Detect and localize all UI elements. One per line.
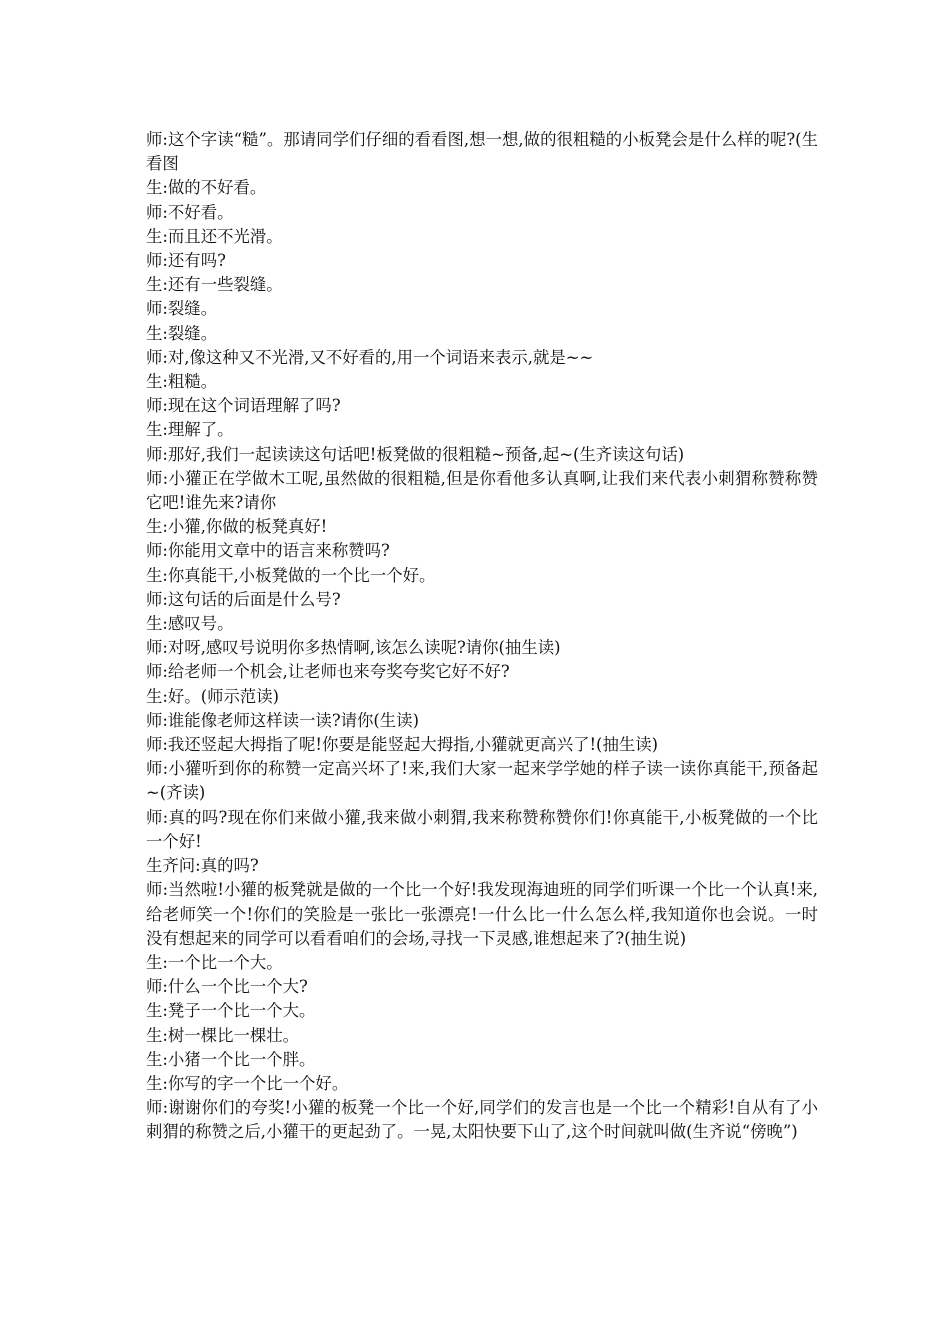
dialogue-line: 师:对,像这种又不光滑,又不好看的,用一个词语来表示,就是~~ xyxy=(146,347,594,367)
dialogue-line: 生:做的不好看。 xyxy=(146,178,267,198)
dialogue-line: 生:小獾,你做的板凳真好! xyxy=(146,517,328,537)
dialogue-line: 生:感叹号。 xyxy=(146,614,234,634)
dialogue-line: 生:好。(师示范读) xyxy=(146,686,280,706)
dialogue-line: 师:现在这个词语理解了吗? xyxy=(146,396,341,416)
dialogue-line: 生:理解了。 xyxy=(146,420,234,440)
dialogue-line: 师:谢谢你们的夸奖!小獾的板凳一个比一个好,同学们的发言也是一个比一个精彩!自从有了小刺猬的称赞之后,小獾干的更起劲了。一晃,太阳快要下山了,这个时间就叫做(生齐说“傍晚”) xyxy=(146,1098,818,1142)
dialogue-line: 师:给老师一个机会,让老师也来夸奖夸奖它好不好? xyxy=(146,662,510,682)
dialogue-line: 生:粗糙。 xyxy=(146,372,218,392)
dialogue-line: 师:小獾听到你的称赞一定高兴坏了!来,我们大家一起来学学她的样子读一读你真能干,预备起~(齐读) xyxy=(146,759,818,803)
dialogue-line: 师:这个字读“糙”。那请同学们仔细的看看图,想一想,做的很粗糙的小板凳会是什么样的呢?(生看图 xyxy=(146,130,818,174)
dialogue-line: 生:你写的字一个比一个好。 xyxy=(146,1073,349,1093)
dialogue-line: 师:对呀,感叹号说明你多热情啊,该怎么读呢?请你(抽生读) xyxy=(146,638,561,658)
dialogue-line: 生:小猪一个比一个胖。 xyxy=(146,1049,316,1069)
dialogue-line: 师:小獾正在学做木工呢,虽然做的很粗糙,但是你看他多认真啊,让我们来代表小刺猬称赞称赞它吧!谁先来?请你 xyxy=(146,468,818,513)
dialogue-line: 师:你能用文章中的语言来称赞吗? xyxy=(146,541,390,561)
dialogue-line: 师:不好看。 xyxy=(146,202,234,222)
dialogue-line: 生齐问:真的吗? xyxy=(146,856,259,876)
dialogue-line: 师:这句话的后面是什么号? xyxy=(146,589,341,609)
dialogue-line: 师:裂缝。 xyxy=(146,299,218,319)
document-body xyxy=(146,128,818,1145)
dialogue-line: 师:我还竖起大拇指了呢!你要是能竖起大拇指,小獾就更高兴了!(抽生读) xyxy=(146,735,659,755)
dialogue-line: 师:还有吗? xyxy=(146,251,226,271)
dialogue-line: 师:那好,我们一起读读这句话吧!板凳做的很粗糙~预备,起~(生齐读这句话) xyxy=(146,444,685,464)
dialogue-line: 生:一个比一个大。 xyxy=(146,952,283,972)
dialogue-line: 生:树一棵比一棵壮。 xyxy=(146,1025,300,1045)
dialogue-line: 师:当然啦!小獾的板凳就是做的一个比一个好!我发现海迪班的同学们听课一个比一个认真!来,给老师笑一个!你们的笑脸是一张比一张漂亮!一什么比一什么怎么样,我知道你也会说。一时没有想起来的同学可以看看咱们的会场,寻找一下灵感,谁想起来了?(抽生说) xyxy=(146,880,818,948)
dialogue-line: 师:真的吗?现在你们来做小獾,我来做小刺猬,我来称赞称赞你们!你真能干,小板凳做的一个比一个好! xyxy=(146,807,818,851)
dialogue-line: 生:还有一些裂缝。 xyxy=(146,275,283,295)
dialogue-line: 生:而且还不光滑。 xyxy=(146,226,283,246)
dialogue-line: 师:谁能像老师这样读一读?请你(生读) xyxy=(146,710,419,730)
dialogue-line: 生:裂缝。 xyxy=(146,323,218,343)
dialogue-line: 生:凳子一个比一个大。 xyxy=(146,1001,316,1021)
dialogue-line: 生:你真能干,小板凳做的一个比一个好。 xyxy=(146,565,436,585)
dialogue-line: 师:什么一个比一个大? xyxy=(146,977,308,997)
